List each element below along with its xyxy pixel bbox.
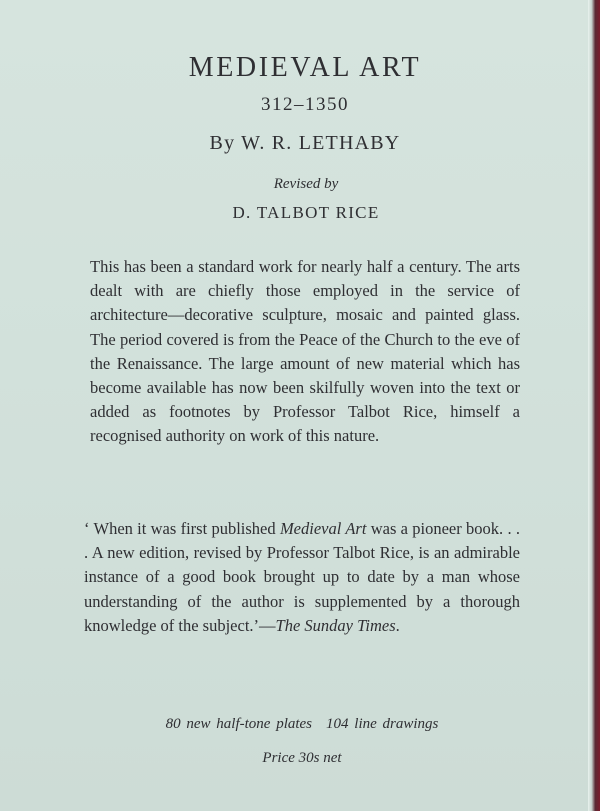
date-range: 312–1350 [261,94,349,115]
plates-count: 80 new half-tone plates [165,716,313,732]
description-paragraph: This has been a standard work for nearly half a century. The arts dealt with are chiefly those employed in the service of architecture—decorative sculpture, mosaic and painted glass. The period covered is from the Peace of the Church to the eve of the Renaissance. The large amount of new material which has become available has now been skilfully woven into the text or added as footnotes by Professor Talbot Rice, himself a recognised authority on work of this nature. [90,257,520,446]
book-title: MEDIEVAL ART [188,52,422,83]
quote-source: The Sunday Times [275,615,396,635]
quote-text-body: was a pioneer book. . . . A new edition, revised by Professor Talbot Rice, is an admirable instance of a good book brought up to date by a man whose understanding of the author is supplemented by a thorough knowledge of the subject.’— [84,519,521,635]
review-quote [84,517,520,638]
quote-book-title: Medieval Art [279,519,367,538]
reviser-name: D. TALBOT RICE [232,203,380,222]
spine-edge [588,0,600,811]
quote-text-start: ‘ When it was first published [84,519,280,538]
quote-end: . [395,615,400,635]
price-line: Price 30s net [262,750,342,766]
illustrations-line [0,716,600,733]
revised-by-label: Revised by [273,176,339,192]
author-line: By W. R. LETHABY [209,132,401,154]
drawings-count: 104 line drawings [326,716,439,732]
